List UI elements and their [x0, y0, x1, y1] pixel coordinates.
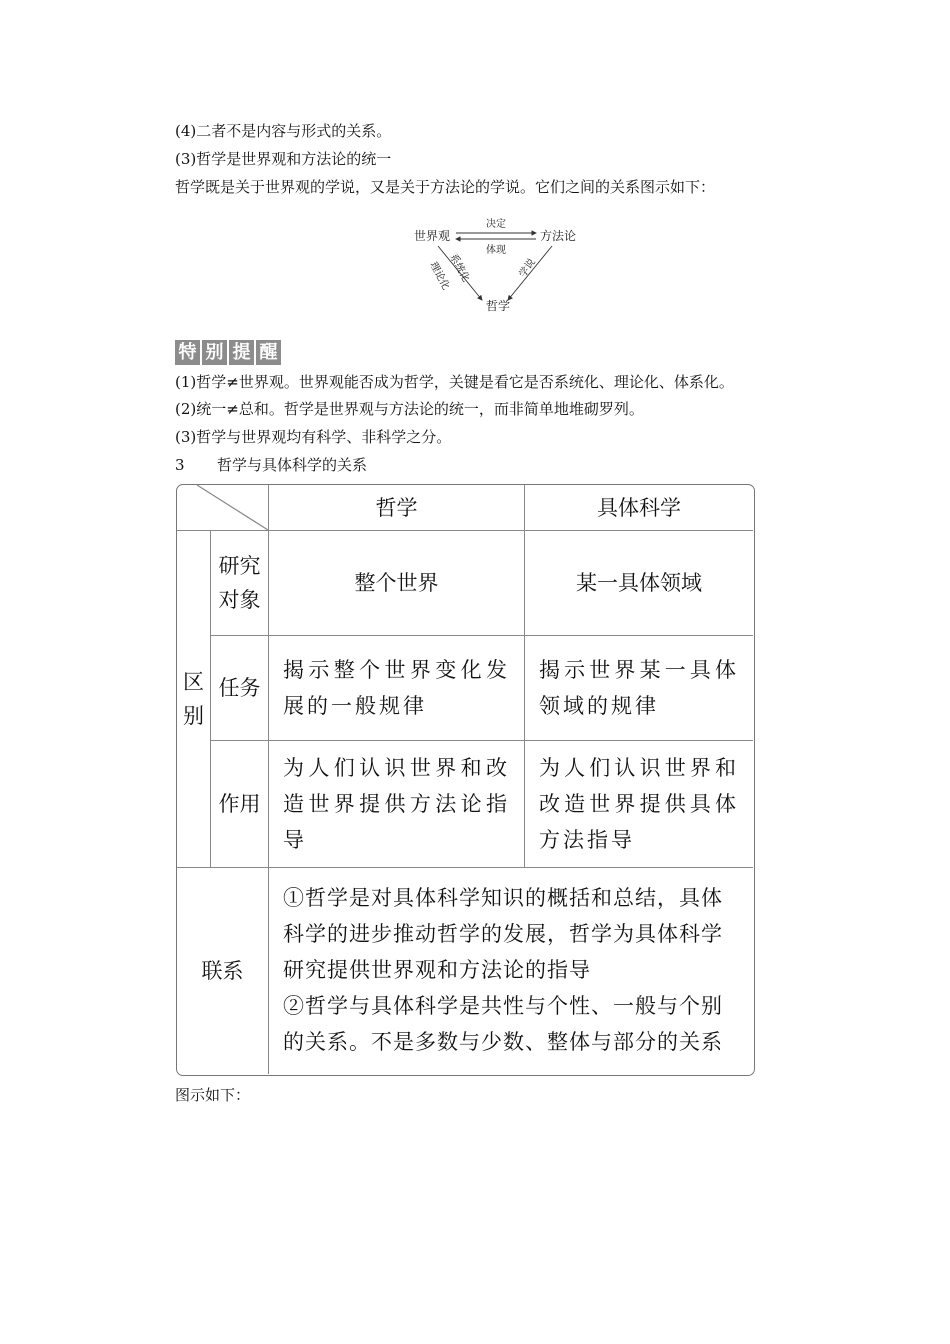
relationship-diagram [400, 212, 620, 322]
label-systematize: 系统化 [447, 252, 472, 284]
badge-char: 提 [229, 340, 254, 365]
comparison-table [176, 484, 755, 1076]
link-point-1: ①哲学是对具体科学知识的概括和总结，具体科学的进步推动哲学的发展，哲学为具体科学研究提供世界观和方法论的指导 [283, 886, 723, 982]
group-label-difference: 区别 [183, 670, 204, 728]
cell-science-task: 揭示世界某一具体领域的规律 [539, 658, 739, 718]
link-point-2: ②哲学与具体科学是共性与个性、一般与个别的关系。不是多数与少数、整体与部分的关系 [283, 994, 723, 1054]
link-label: 联系 [201, 959, 244, 983]
reminder-item-1: (1)哲学≠世界观。世界观能否成为哲学，关键是看它是否系统化、理论化、体系化。 [175, 373, 734, 391]
node-methodology: 方法论 [540, 229, 577, 243]
reminder-item-2: (2)统一≠总和。哲学是世界观与方法论的统一，而非简单地堆砌罗列。 [175, 400, 644, 418]
label-doctrine: 学说 [517, 257, 538, 280]
text-line-1: (4)二者不是内容与形式的关系。 [175, 122, 392, 140]
footer-text: 图示如下： [175, 1086, 251, 1104]
cell-science-role: 为人们认识世界和改造世界提供具体方法指导 [539, 756, 739, 852]
header-science: 具体科学 [597, 495, 681, 520]
row-label-task: 任务 [218, 676, 261, 700]
node-worldview: 世界观 [414, 229, 451, 243]
badge-char: 别 [202, 340, 227, 365]
label-embody: 体现 [486, 245, 506, 256]
section-heading [175, 455, 367, 475]
row-label-object: 研究对象 [218, 554, 261, 612]
link-content [269, 868, 753, 1074]
row-label-role: 作用 [218, 792, 261, 816]
cell-philosophy-task: 揭示整个世界变化发展的一般规律 [283, 658, 510, 718]
text-line-2: (3)哲学是世界观和方法论的统一 [175, 150, 392, 168]
header-philosophy: 哲学 [375, 495, 418, 520]
label-theorize: 理论化 [427, 260, 452, 292]
node-philosophy: 哲学 [486, 299, 511, 313]
text-line-3: 哲学既是关于世界观的学说，又是关于方法论的学说。它们之间的关系图示如下： [175, 178, 716, 196]
section-title: 哲学与具体科学的关系 [217, 456, 368, 474]
cell-philosophy-role: 为人们认识世界和改造世界提供方法论指导 [283, 756, 510, 852]
badge-char: 特 [175, 340, 200, 365]
badge-char: 醒 [256, 340, 281, 365]
cell-science-object: 某一具体领域 [576, 571, 702, 595]
header-diagonal [177, 485, 269, 531]
section-number: 3 [175, 456, 185, 474]
label-decide: 决定 [486, 219, 506, 230]
cell-philosophy-object: 整个世界 [354, 571, 439, 595]
reminder-item-3: (3)哲学与世界观均有科学、非科学之分。 [175, 428, 452, 446]
special-reminder-badge [175, 340, 281, 365]
